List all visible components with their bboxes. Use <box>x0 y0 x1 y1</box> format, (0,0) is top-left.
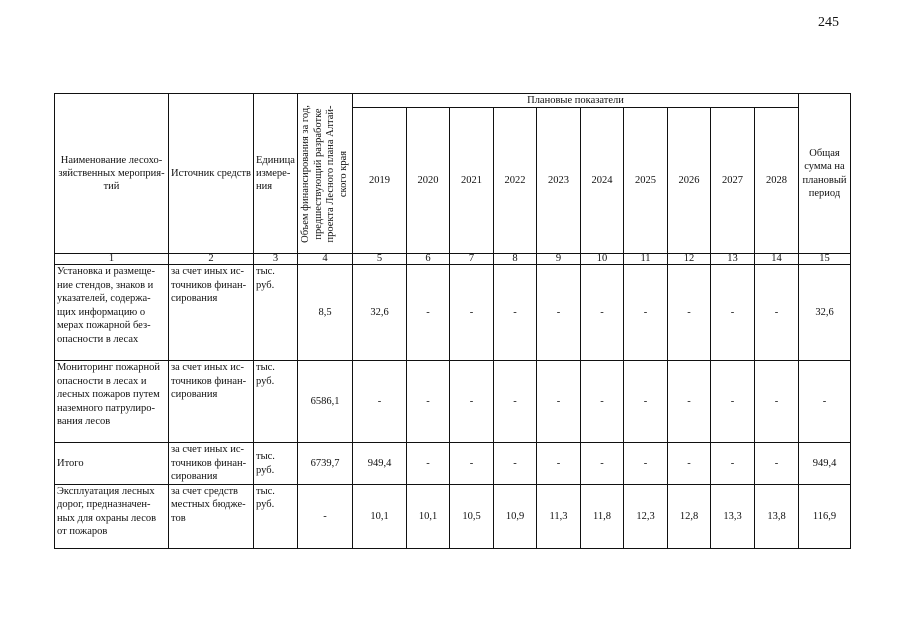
row-year-cell: - <box>407 265 450 361</box>
header-year: 2024 <box>581 108 624 254</box>
row-unit-cell: тыс. руб. <box>254 265 298 361</box>
header-year: 2022 <box>494 108 537 254</box>
row-unit-cell: тыс. руб. <box>254 484 298 548</box>
row-prior-cell: 8,5 <box>298 265 353 361</box>
column-number: 9 <box>537 254 581 265</box>
row-prior-cell: 6739,7 <box>298 443 353 484</box>
row-year-cell: - <box>494 443 537 484</box>
table-row <box>55 443 851 484</box>
row-year-cell: - <box>450 361 494 443</box>
column-number: 13 <box>711 254 755 265</box>
row-prior-cell: - <box>298 484 353 548</box>
row-source-cell: за счет средств местных бюдже-тов <box>169 484 254 548</box>
row-unit-cell: тыс. руб. <box>254 361 298 443</box>
row-year-cell: - <box>755 361 799 443</box>
header-year: 2023 <box>537 108 581 254</box>
row-year-cell: - <box>407 361 450 443</box>
row-year-cell: - <box>711 265 755 361</box>
header-prior-volume <box>298 94 353 254</box>
row-year-cell: - <box>711 443 755 484</box>
row-year-cell: - <box>537 443 581 484</box>
row-source-cell: за счет иных ис-точников финан-сирования <box>169 265 254 361</box>
column-number: 6 <box>407 254 450 265</box>
row-year-cell: - <box>494 265 537 361</box>
row-name-cell: Итого <box>55 443 169 484</box>
row-year-cell: 949,4 <box>353 443 407 484</box>
table-row <box>55 361 851 443</box>
row-year-cell: - <box>537 361 581 443</box>
row-year-cell: - <box>450 265 494 361</box>
row-prior-cell: 6586,1 <box>298 361 353 443</box>
row-name-cell: Эксплуатация лесных дорог, предназначен-ных для охраны лесов от пожаров <box>55 484 169 548</box>
header-year: 2021 <box>450 108 494 254</box>
row-year-cell: 11,3 <box>537 484 581 548</box>
column-number: 11 <box>624 254 668 265</box>
header-year: 2020 <box>407 108 450 254</box>
header-year: 2027 <box>711 108 755 254</box>
header-total: Общая сумма на плановый период <box>799 94 851 254</box>
page-number: 245 <box>818 15 839 30</box>
header-prior-volume-text: Объем финансирования за год, предшествующий разработке проекта Лесного плана Алтай-ского края <box>299 104 349 243</box>
row-year-cell: - <box>624 443 668 484</box>
header-planned: Плановые показатели <box>353 94 799 108</box>
row-year-cell: - <box>581 443 624 484</box>
header-year: 2028 <box>755 108 799 254</box>
row-year-cell: - <box>711 361 755 443</box>
column-number: 3 <box>254 254 298 265</box>
row-year-cell: - <box>624 361 668 443</box>
row-year-cell: - <box>353 361 407 443</box>
header-year: 2026 <box>668 108 711 254</box>
row-source-cell: за счет иных ис-точников финан-сирования <box>169 361 254 443</box>
row-year-cell: - <box>668 361 711 443</box>
row-year-cell: 10,5 <box>450 484 494 548</box>
header-year: 2019 <box>353 108 407 254</box>
column-number-row <box>55 254 851 265</box>
financing-table <box>54 93 851 549</box>
header-unit: Единица измере-ния <box>254 94 298 254</box>
column-number: 8 <box>494 254 537 265</box>
row-year-cell: 12,8 <box>668 484 711 548</box>
column-number: 12 <box>668 254 711 265</box>
column-number: 15 <box>799 254 851 265</box>
row-year-cell: 10,1 <box>407 484 450 548</box>
row-year-cell: 10,9 <box>494 484 537 548</box>
column-number: 1 <box>55 254 169 265</box>
table-row <box>55 484 851 548</box>
row-year-cell: - <box>755 265 799 361</box>
row-year-cell: - <box>581 361 624 443</box>
row-total-cell: - <box>799 361 851 443</box>
row-source-cell: за счет иных ис-точников финан-сирования <box>169 443 254 484</box>
column-number: 2 <box>169 254 254 265</box>
column-number: 10 <box>581 254 624 265</box>
row-total-cell: 116,9 <box>799 484 851 548</box>
row-total-cell: 949,4 <box>799 443 851 484</box>
row-year-cell: 32,6 <box>353 265 407 361</box>
column-number: 5 <box>353 254 407 265</box>
column-number: 7 <box>450 254 494 265</box>
row-total-cell: 32,6 <box>799 265 851 361</box>
row-year-cell: - <box>668 265 711 361</box>
row-year-cell: - <box>624 265 668 361</box>
row-year-cell: - <box>668 443 711 484</box>
row-year-cell: - <box>755 443 799 484</box>
row-year-cell: 12,3 <box>624 484 668 548</box>
header-name: Наименование лесохо-зяйственных мероприя-тий <box>55 94 169 254</box>
row-year-cell: - <box>407 443 450 484</box>
row-unit-cell: тыс. руб. <box>254 443 298 484</box>
column-number: 4 <box>298 254 353 265</box>
row-year-cell: 13,8 <box>755 484 799 548</box>
row-year-cell: - <box>537 265 581 361</box>
row-name-cell: Мониторинг пожарной опасности в лесах и лесных пожаров путем наземного патрулиро-вания лесов <box>55 361 169 443</box>
row-year-cell: 10,1 <box>353 484 407 548</box>
header-year: 2025 <box>624 108 668 254</box>
header-source: Источник средств <box>169 94 254 254</box>
table-row <box>55 265 851 361</box>
row-year-cell: - <box>450 443 494 484</box>
row-name-cell: Установка и размеще-ние стендов, знаков и указателей, содержа-щих информацию о мерах пожарной без-опасности в лесах <box>55 265 169 361</box>
row-year-cell: 13,3 <box>711 484 755 548</box>
row-year-cell: - <box>494 361 537 443</box>
column-number: 14 <box>755 254 799 265</box>
row-year-cell: - <box>581 265 624 361</box>
row-year-cell: 11,8 <box>581 484 624 548</box>
